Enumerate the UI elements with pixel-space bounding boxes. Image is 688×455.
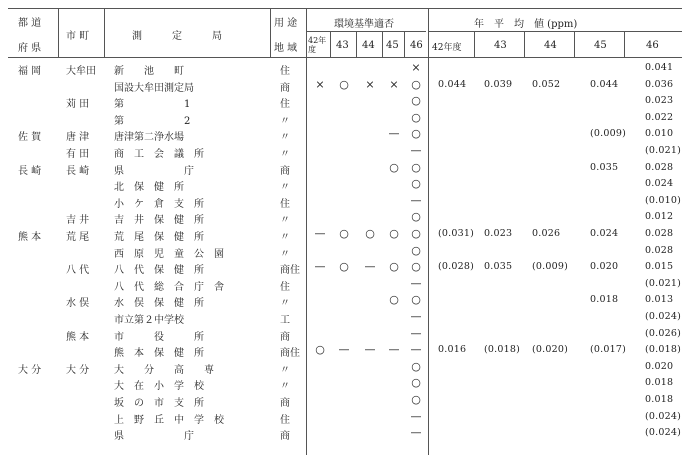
- use-cell: 住: [280, 198, 290, 210]
- avg-value-1: 0.039: [484, 78, 513, 90]
- avg-value-3: (0.009): [590, 128, 627, 140]
- env-mark-0: ×: [315, 77, 325, 91]
- avg-year-43: 43: [494, 40, 507, 51]
- use-header-2: 地 域: [274, 43, 298, 54]
- col-divider-pref: [58, 8, 59, 57]
- avg-value-3: 0.020: [590, 261, 619, 273]
- station-cell: 北 保 健 所: [114, 182, 184, 194]
- avg-value-2: (0.009): [532, 261, 569, 273]
- city-cell: 荒 尾: [66, 232, 90, 243]
- station-cell: 第 2: [114, 115, 191, 127]
- avg-value-4: 0.028: [645, 228, 674, 239]
- avg-value-4: (0.021): [645, 145, 682, 156]
- use-cell: 住: [280, 99, 290, 111]
- avg-value-3: 0.024: [590, 228, 619, 239]
- avg-value-4: 0.018: [645, 394, 674, 405]
- env-mark-0: ○: [315, 343, 325, 357]
- use-cell: 住: [280, 414, 290, 426]
- env-mark-4: ×: [411, 61, 421, 74]
- station-cell: 県 庁: [114, 431, 194, 443]
- env-mark-3: —: [388, 127, 400, 141]
- station-cell: 唐津第二浄水場: [114, 132, 184, 144]
- env-mark-3: ×: [389, 77, 399, 91]
- avg-year-46: 46: [646, 40, 659, 51]
- use-cell: 〃: [280, 115, 290, 127]
- station-header: 測 定 局: [132, 31, 222, 42]
- env-mark-4: —: [410, 144, 422, 157]
- station-cell: 国設大牟田測定局: [114, 82, 194, 94]
- station-cell: 熊 本 保 健 所: [114, 348, 204, 360]
- pref-cell: 佐 賀: [18, 132, 42, 144]
- env-subcol-45: [382, 32, 383, 57]
- avg-subcol-45: [574, 32, 575, 57]
- env-mark-2: —: [364, 260, 376, 274]
- avg-value-4: (0.018): [645, 344, 682, 356]
- station-cell: 第 1: [114, 99, 191, 111]
- env-mark-2: —: [364, 343, 376, 357]
- use-cell: 住: [280, 281, 290, 293]
- avg-value-2: (0.020): [532, 344, 569, 356]
- env-mark-4: ○: [411, 393, 421, 406]
- avg-value-4: 0.010: [645, 128, 674, 140]
- use-cell: 商: [280, 431, 290, 443]
- avg-value-4: 0.020: [645, 360, 674, 372]
- avg-value-4: (0.024): [645, 311, 682, 322]
- env-mark-4: ○: [411, 210, 421, 224]
- col-divider-station: [270, 8, 271, 57]
- avg-value-4: 0.024: [645, 178, 674, 190]
- env-mark-3: —: [388, 343, 400, 357]
- env-subcol-46: [404, 32, 405, 57]
- use-cell: 〃: [280, 132, 290, 144]
- station-cell: 新 池 町: [114, 66, 184, 77]
- station-cell: 水 俣 保 健 所: [114, 298, 204, 310]
- pref-header-1: 都 道: [18, 18, 42, 29]
- station-cell: 小 ケ 倉 支 所: [114, 198, 204, 210]
- pref-cell: 熊 本: [18, 232, 42, 243]
- env-year-42: 42年度: [308, 36, 327, 54]
- col-divider-env: [428, 8, 429, 455]
- station-cell: 市立第２中学校: [114, 315, 184, 326]
- avg-value-4: 0.018: [645, 377, 674, 389]
- avg-year-42: 42年度: [432, 43, 462, 53]
- use-cell: 工: [280, 315, 290, 326]
- avg-subcol-44: [524, 32, 525, 57]
- env-mark-4: —: [410, 409, 422, 423]
- env-mark-1: ○: [339, 77, 349, 91]
- avg-value-1: 0.035: [484, 261, 513, 273]
- use-cell: 商: [280, 398, 290, 409]
- use-cell: 商住: [280, 265, 300, 277]
- avg-value-0: (0.031): [438, 228, 475, 239]
- avg-value-1: 0.023: [484, 228, 513, 239]
- station-cell: 八 代 総 合 庁 舎: [114, 281, 224, 293]
- use-cell: 商: [280, 82, 290, 94]
- avg-header: 年 平 均 値 (ppm): [474, 19, 578, 30]
- env-mark-3: ○: [389, 227, 399, 240]
- use-cell: 〃: [280, 364, 290, 376]
- avg-value-1: (0.018): [484, 344, 521, 356]
- avg-value-3: (0.017): [590, 344, 627, 356]
- city-cell: 熊 本: [66, 331, 90, 343]
- avg-value-4: (0.010): [645, 194, 682, 206]
- station-cell: 商 工 会 議 所: [114, 149, 204, 160]
- env-mark-4: —: [410, 426, 422, 440]
- env-mark-4: ○: [411, 243, 421, 257]
- env-mark-4: ○: [411, 160, 421, 174]
- env-mark-1: ○: [339, 260, 349, 274]
- env-mark-3: ○: [389, 260, 399, 274]
- env-mark-4: ○: [411, 359, 421, 373]
- env-mark-4: ○: [411, 227, 421, 240]
- avg-value-2: 0.052: [532, 78, 561, 90]
- top-border: [8, 8, 682, 9]
- env-mark-2: ×: [365, 77, 375, 91]
- avg-value-3: 0.035: [590, 161, 619, 173]
- env-mark-3: ○: [389, 293, 399, 307]
- env-year-46: 46: [410, 40, 423, 51]
- env-subcol-43: [330, 32, 331, 57]
- use-cell: 〃: [280, 248, 290, 260]
- use-cell: 商: [280, 331, 290, 343]
- station-cell: 大 分 高 専: [114, 364, 214, 376]
- city-header: 市 町: [66, 31, 90, 42]
- city-cell: 長 崎: [66, 165, 90, 177]
- env-mark-0: —: [314, 227, 326, 240]
- env-mark-4: ○: [411, 177, 421, 191]
- use-cell: 〃: [280, 149, 290, 160]
- env-mark-1: ○: [339, 227, 349, 240]
- avg-subcol-46: [624, 32, 625, 57]
- env-mark-2: ○: [365, 227, 375, 240]
- pref-header-2: 府 県: [18, 43, 42, 54]
- avg-value-4: 0.036: [645, 78, 674, 90]
- env-subheader-line: [306, 31, 426, 32]
- station-cell: 八 代 保 健 所: [114, 265, 204, 277]
- env-mark-1: —: [338, 343, 350, 357]
- use-cell: 〃: [280, 215, 290, 227]
- avg-value-4: (0.026): [645, 327, 682, 339]
- avg-value-4: 0.012: [645, 211, 674, 223]
- avg-value-0: (0.028): [438, 261, 475, 273]
- header-bottom-border: [8, 57, 682, 58]
- station-cell: 県 庁: [114, 165, 194, 177]
- env-mark-4: ○: [411, 127, 421, 141]
- station-cell: 荒 尾 保 健 所: [114, 232, 204, 243]
- use-cell: 〃: [280, 182, 290, 194]
- env-mark-4: ○: [411, 293, 421, 307]
- city-cell: 大 分: [66, 364, 90, 376]
- env-mark-4: —: [410, 326, 422, 340]
- city-cell: 唐 津: [66, 132, 90, 144]
- city-cell: 苅 田: [66, 99, 90, 111]
- env-mark-4: ○: [411, 376, 421, 390]
- avg-value-4: 0.028: [645, 161, 674, 173]
- env-year-44: 44: [362, 40, 375, 51]
- avg-value-3: 0.018: [590, 294, 619, 306]
- avg-value-4: (0.024): [645, 427, 682, 439]
- use-cell: 住: [280, 66, 290, 77]
- env-mark-3: ○: [389, 160, 399, 174]
- station-cell: 坂 の 市 支 所: [114, 398, 204, 409]
- pref-cell: 長 崎: [18, 165, 42, 177]
- avg-value-0: 0.044: [438, 78, 467, 90]
- avg-value-0: 0.016: [438, 344, 467, 356]
- env-mark-4: ○: [411, 94, 421, 108]
- station-cell: 大 在 小 学 校: [114, 381, 204, 393]
- avg-subheader-line: [428, 31, 682, 32]
- city-cell: 水 俣: [66, 298, 90, 310]
- use-cell: 商: [280, 165, 290, 177]
- avg-value-2: 0.026: [532, 228, 561, 239]
- use-cell: 〃: [280, 298, 290, 310]
- avg-year-44: 44: [544, 40, 557, 51]
- avg-value-4: (0.021): [645, 277, 682, 289]
- avg-year-45: 45: [594, 40, 607, 51]
- env-mark-4: —: [410, 193, 422, 207]
- avg-value-4: (0.024): [645, 410, 682, 422]
- station-cell: 吉 井 保 健 所: [114, 215, 204, 227]
- env-year-45: 45: [386, 40, 399, 51]
- use-cell: 〃: [280, 381, 290, 393]
- avg-value-4: 0.022: [645, 111, 674, 123]
- station-cell: 市 役 所: [114, 331, 204, 343]
- avg-value-4: 0.023: [645, 95, 674, 107]
- station-cell: 西 原 児 童 公 園: [114, 248, 224, 260]
- city-cell: 八 代: [66, 265, 90, 277]
- env-mark-4: ○: [411, 77, 421, 91]
- env-mark-4: ○: [411, 110, 421, 124]
- pref-cell: 福 岡: [18, 66, 42, 77]
- avg-value-4: 0.028: [645, 244, 674, 256]
- env-mark-0: —: [314, 260, 326, 274]
- city-cell: 吉 井: [66, 215, 90, 227]
- env-mark-4: —: [410, 310, 422, 323]
- use-header-1: 用 途: [274, 18, 298, 29]
- city-cell: 有 田: [66, 149, 90, 160]
- city-cell: 大牟田: [66, 66, 96, 77]
- env-year-43: 43: [336, 40, 349, 51]
- pref-cell: 大 分: [18, 364, 42, 376]
- col-divider-use: [306, 8, 307, 455]
- avg-value-4: 0.041: [645, 62, 674, 73]
- env-header: 環境基準適否: [334, 19, 394, 30]
- env-mark-4: —: [410, 343, 422, 357]
- env-subcol-44: [356, 32, 357, 57]
- col-divider-city: [104, 8, 105, 57]
- avg-value-3: 0.044: [590, 78, 619, 90]
- station-cell: 上 野 丘 中 学 校: [114, 414, 224, 426]
- use-cell: 商住: [280, 348, 300, 360]
- use-cell: 〃: [280, 232, 290, 243]
- avg-subcol-43: [474, 32, 475, 57]
- env-mark-4: —: [410, 276, 422, 290]
- avg-value-4: 0.013: [645, 294, 674, 306]
- avg-value-4: 0.015: [645, 261, 674, 273]
- env-mark-4: ○: [411, 260, 421, 274]
